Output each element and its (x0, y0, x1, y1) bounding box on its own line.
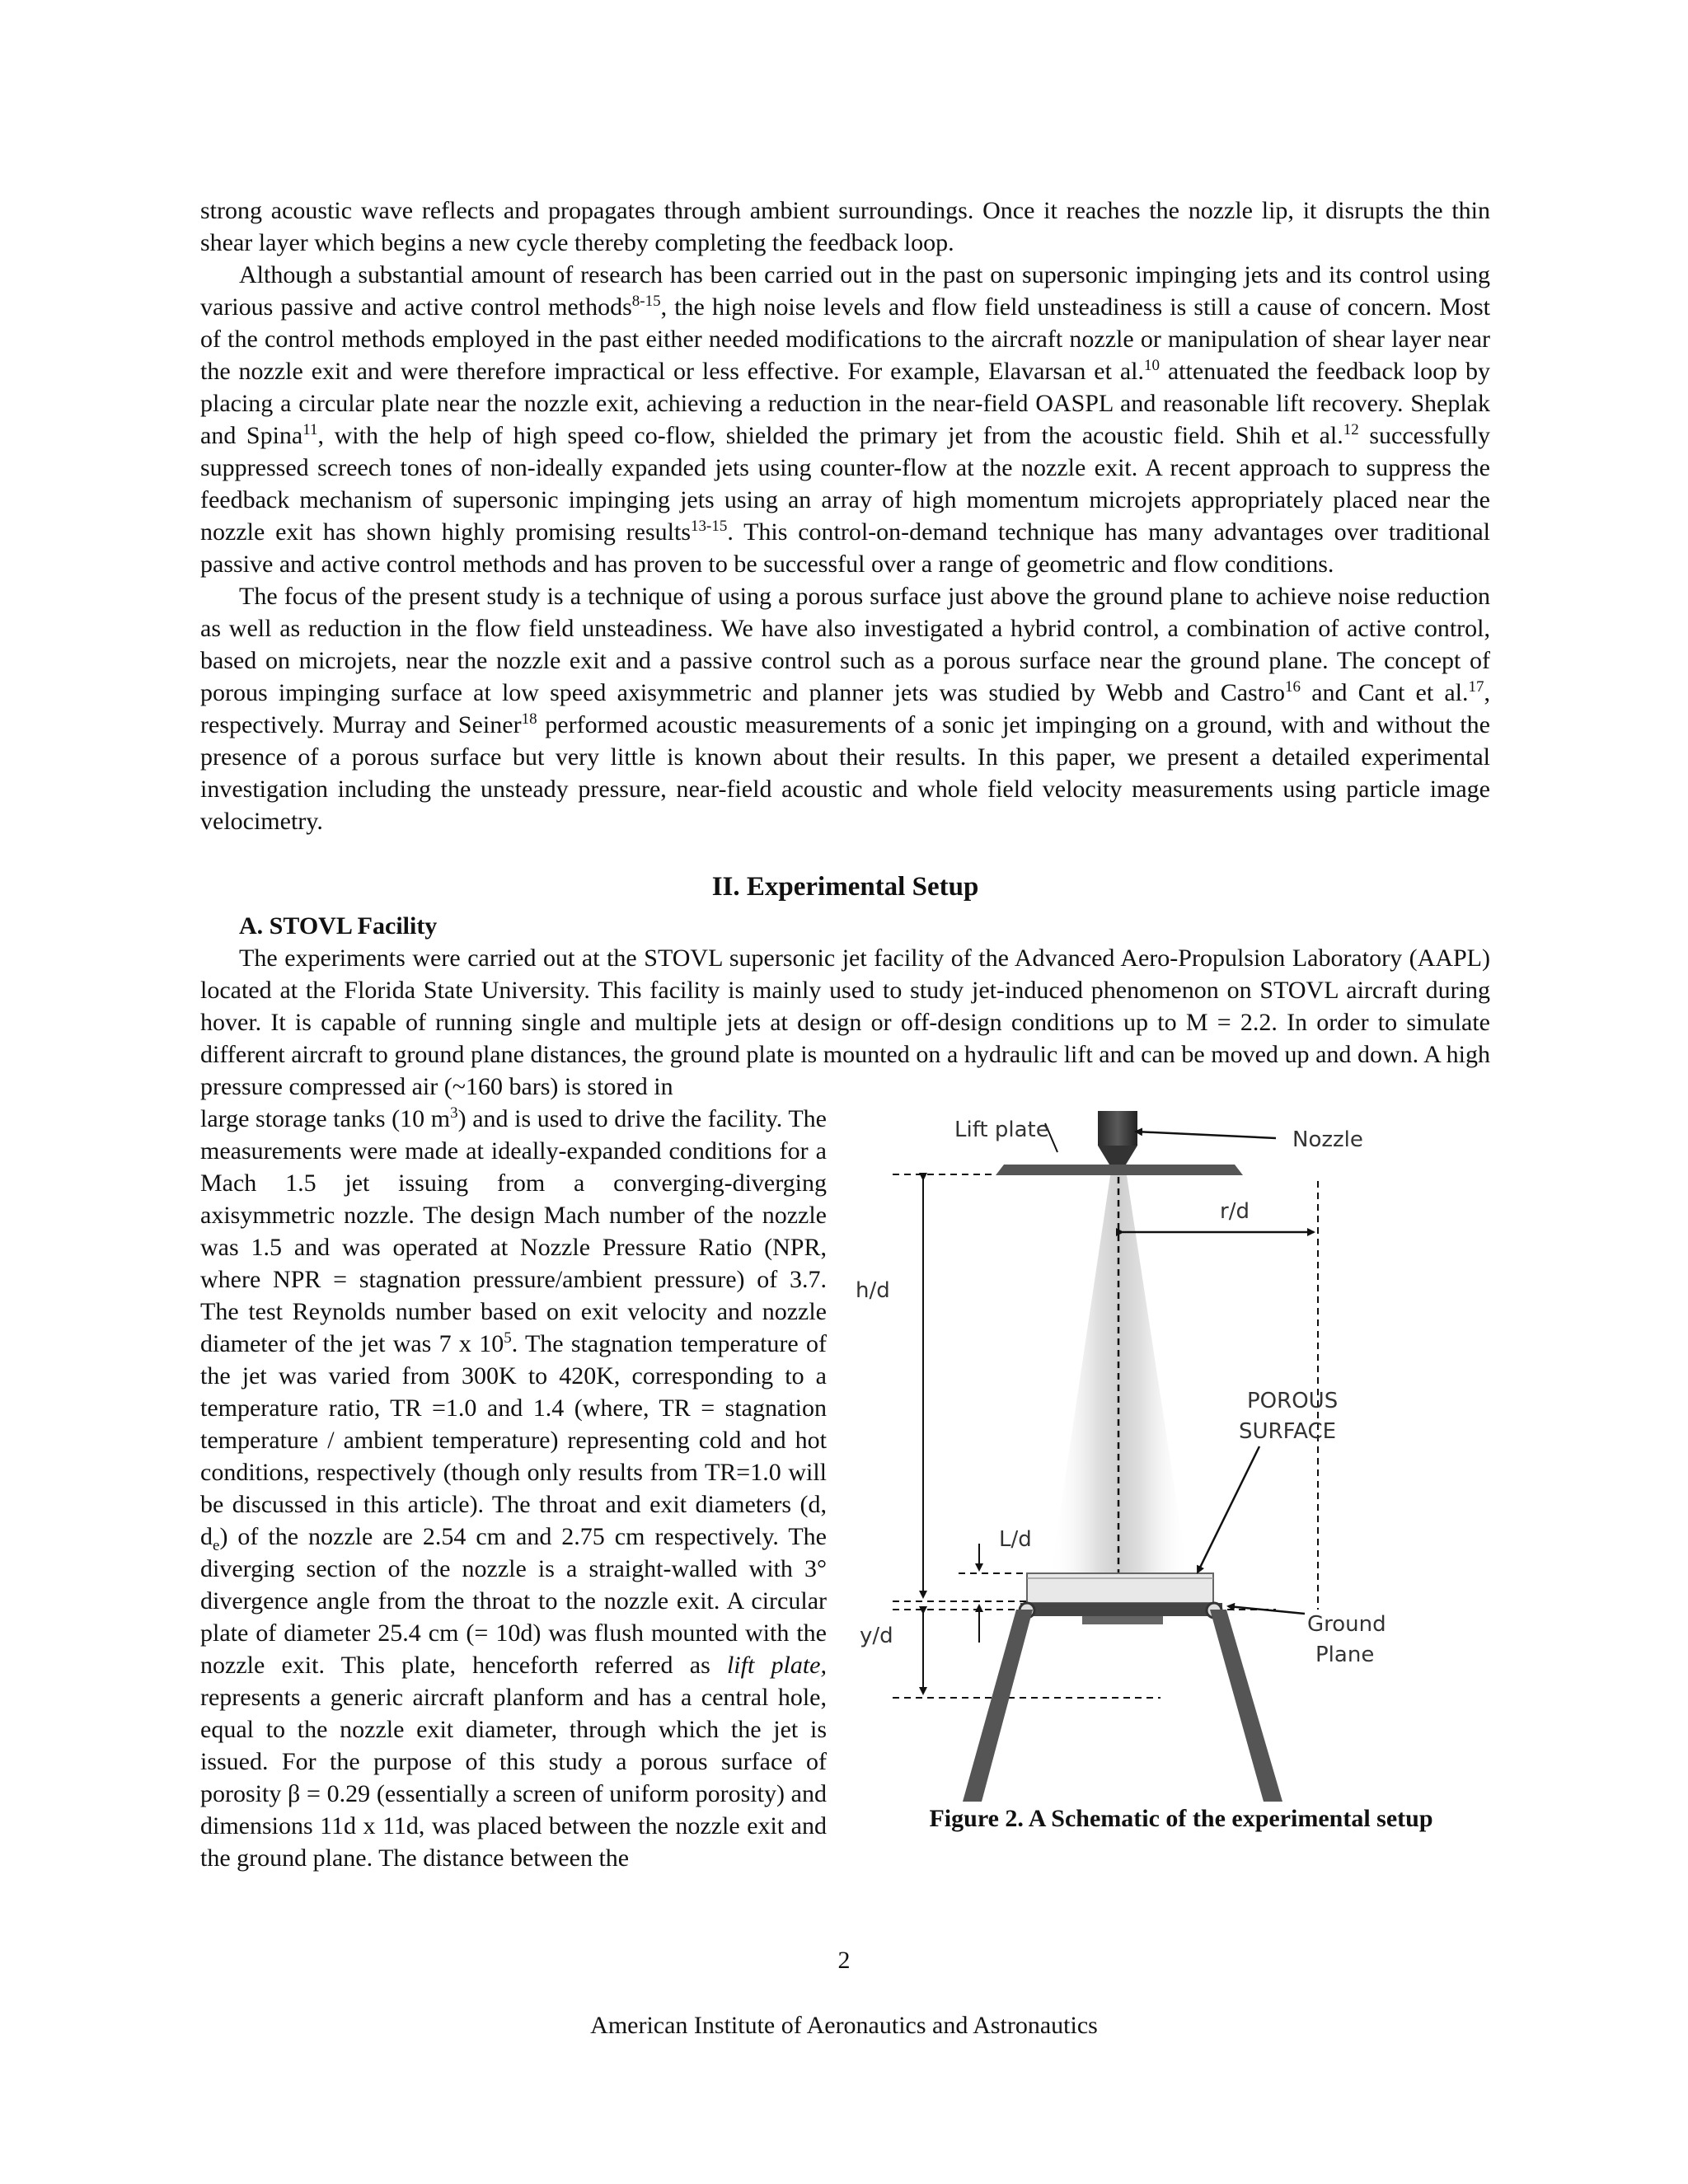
page-content (200, 194, 1490, 1874)
lift-plate (996, 1165, 1243, 1175)
label-rd: r/d (1220, 1199, 1250, 1224)
figure-wrap-block (200, 1103, 1490, 1874)
superscript: 5 (504, 1329, 512, 1347)
paragraph-prior-work: Although a substantial amount of research has been carried out in the past on supersonic impinging jets and its control using various passive and active control methods$^{8-15}$, the high noise levels and flow field unsteadiness is still a cause of concern. Most of the control methods employed in the past either needed modifications to the aircraft nozzle or manipulation of shear layer near the nozzle exit and were therefore impractical or less effective. For example, Elavarsan et al.$^{10}$ attenuated the feedback loop by placing a circular plate near the nozzle exit, achieving a reduction in the near-field OASPL and reasonable lift recovery. Sheplak and Spina$^{11}$, with the help of high speed co-flow, shielded the primary jet from the acoustic field. Shih et al.$^{12}$ successfully suppressed screech tones of non-ideally expanded jets using counter-flow at the nozzle exit. A recent approach to suppress the feedback mechanism of supersonic impinging jets using an array of high momentum microjets appropriately placed near the nozzle exit has shown highly promising results$^{13-15}$. This control-on-demand technique has many advantages over traditional passive and active control methods and has proven to be successful over a range of geometric and flow conditions. (200, 261, 1490, 578)
ground-plane-block (1082, 1616, 1163, 1624)
citation: 10 (1144, 357, 1160, 374)
citation: 8-15 (631, 293, 661, 310)
label-yd: y/d (860, 1624, 893, 1648)
italic-term: lift plate, (726, 1652, 827, 1679)
superscript: 3 (450, 1104, 458, 1122)
label-porous-1: POROUS (1247, 1389, 1339, 1413)
page-number: 2 (837, 1947, 851, 1974)
citation: 16 (1285, 678, 1301, 696)
label-hd: h/d (856, 1278, 890, 1303)
experimental-setup-schematic (847, 1107, 1490, 1803)
citation: 17 (1468, 678, 1484, 696)
label-nozzle: Nozzle (1292, 1127, 1363, 1152)
label-ground-1: Ground (1307, 1612, 1386, 1637)
citation: 12 (1343, 421, 1359, 438)
paragraph-conditions: large storage tanks (10 $m^3$) and is used to drive the facility. The measurements were made at ideally-expanded conditions for a Mach 1.5 jet issuing from a converging-diverging axisymmetric nozzle. The design Mach number of the nozzle was 1.5 and was operated at Nozzle Pressure Ratio (NPR, where NPR = stagnation pressure/ambient pressure) of 3.7. The test Reynolds number based on exit velocity and nozzle diameter of the jet was 7 x $10^5$. The stagnation temperature of the jet was varied from 300K to 420K, corresponding to a temperature ratio, TR =1.0 and 1.4 (where, TR = stagnation temperature / ambient temperature) representing cold and hot conditions, respectively (though only results from TR=1.0 will be discussed in this article). The throat and exit diameters (d, $d_e$) of the nozzle are 2.54 cm and 2.75 cm respectively. The diverging section of the nozzle is a straight-walled with 3° divergence angle from the throat to the nozzle exit. A circular plate of diameter 25.4 cm (= 10d) was flush mounted with the nozzle exit. This plate, henceforth referred as lift plate, represents a generic aircraft planform and has a central hole, equal to the nozzle exit diameter, through which the jet is issued. For the purpose of this study a porous surface of porosity β = 0.29 (essentially a screen of uniform porosity) and dimensions 11d x 11d, was placed between the nozzle exit and the ground plane. The distance between the (200, 1104, 828, 1872)
section-heading: II. Experimental Setup (711, 872, 979, 902)
figure-2 (847, 1107, 1490, 1836)
support-leg-left (963, 1610, 1033, 1802)
paragraph-present-study: The focus of the present study is a technique of using a porous surface just above the ground plane to achieve noise reduction as well as reduction in the flow field unsteadiness. We have also investigated a hybrid control, a combination of active control, based on microjets, near the nozzle exit and a passive control such as a porous surface near the ground plane. The concept of porous impinging surface at low speed axisymmetric and planner jets was studied by Webb and Castro$^{16}$ and Cant et al.$^{17}$, respectively. Murray and Seiner$^{18}$ performed acoustic measurements of a sonic jet impinging on a ground, with and without the presence of a porous surface but very little is known about their results. In this paper, we present a detailed experimental investigation including the unsteady pressure, near-field acoustic and whole field velocity measurements using particle image velocimetry. (200, 583, 1490, 835)
nozzle-tip (1098, 1146, 1137, 1165)
citation: 11 (302, 421, 318, 438)
label-lift-plate: Lift plate (954, 1118, 1049, 1142)
paragraph-facility: The experiments were carried out at the STOVL supersonic jet facility of the Advanced Aero-Propulsion Laboratory (AAPL) located at the Florida State University. This facility is mainly used to study jet-induced phenomenon on STOVL aircraft during hover. It is capable of running single and multiple jets at design or off-design conditions up to M = 2.2. In order to simulate different aircraft to ground plane distances, the ground plate is mounted on a hydraulic lift and can be moved up and down. A high pressure compressed air (~160 bars) is stored in (200, 944, 1490, 1100)
support-leg-right (1210, 1610, 1282, 1802)
nozzle-body (1098, 1111, 1137, 1146)
footer-publisher: American Institute of Aeronautics and Astronautics (590, 2012, 1098, 2039)
citation: 13-15 (691, 518, 728, 535)
figure-caption: Figure 2. A Schematic of the experimental setup (929, 1805, 1433, 1832)
citation: 18 (521, 710, 537, 728)
ground-plane-beam (1020, 1603, 1222, 1616)
subsection-heading: A. STOVL Facility (239, 912, 438, 940)
label-porous-2: SURFACE (1239, 1419, 1337, 1444)
paragraph-continuation: strong acoustic wave reflects and propagates through ambient surroundings. Once it reaches the nozzle lip, it disrupts the thin shear layer which begins a new cycle thereby completing the feedback loop. (200, 197, 1490, 256)
label-ld: L/d (999, 1527, 1032, 1552)
nozzle-callout (1136, 1132, 1276, 1138)
porous-callout (1198, 1446, 1259, 1572)
subscript: e (213, 1537, 220, 1554)
label-ground-2: Plane (1315, 1643, 1375, 1667)
